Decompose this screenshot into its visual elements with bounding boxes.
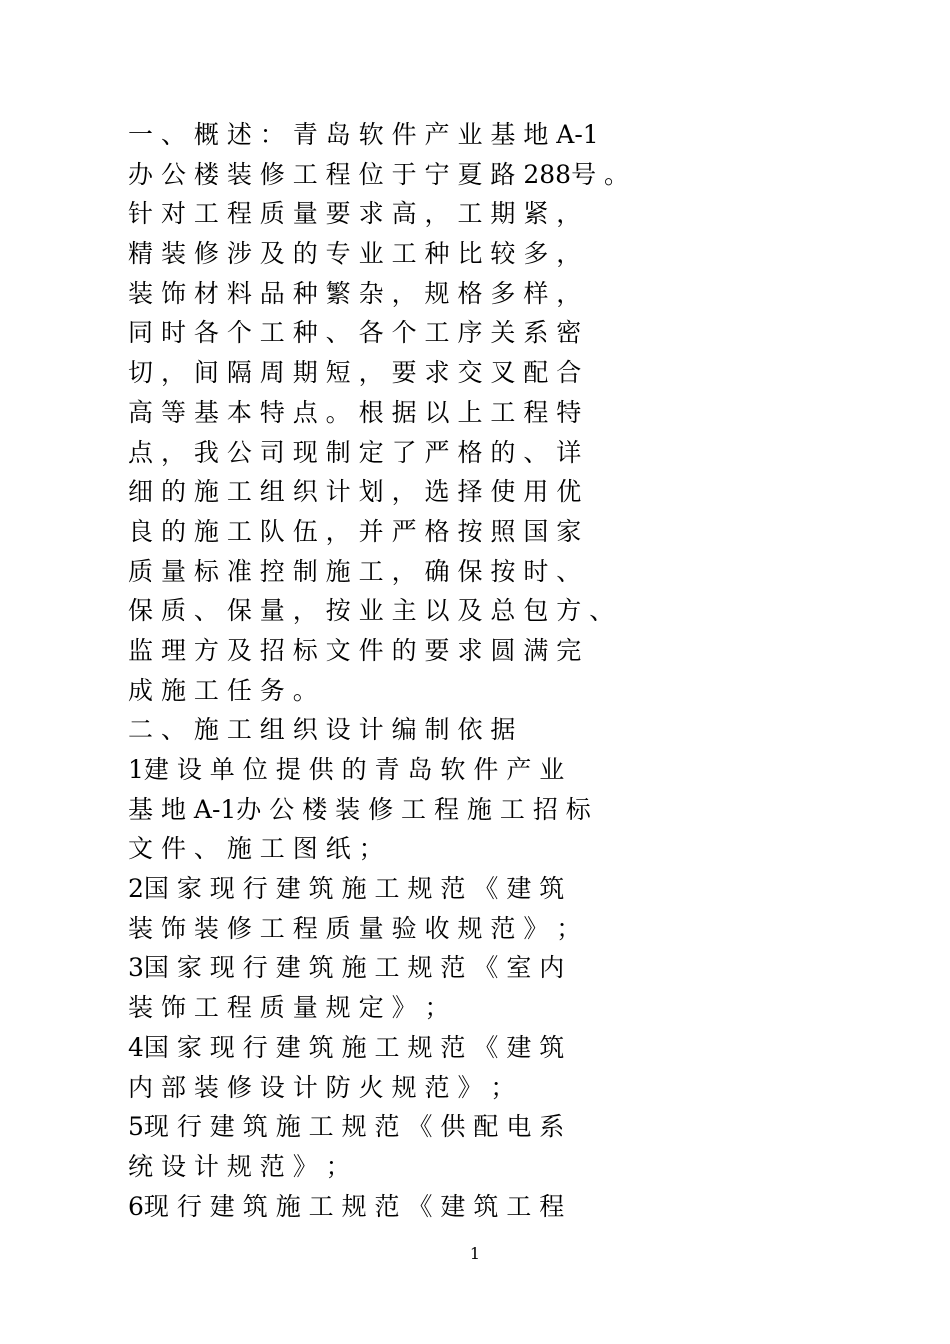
text-line: 保 质 、 保 量 ， 按 业 主 以 及 总 包 方 、 [128, 596, 615, 626]
list-item: 5现 行 建 筑 施 工 规 范 《 供 配 电 系 [128, 1112, 565, 1142]
text-line: 统 设 计 规 范 》 ； [128, 1151, 351, 1181]
text-line: 点 ， 我 公 司 现 制 定 了 严 格 的 、 详 [128, 437, 582, 467]
text-line: 细 的 施 工 组 织 计 划 ， 选 择 使 用 优 [128, 477, 582, 507]
text-line: 一 、 概 述 ： 青 岛 软 件 产 业 基 地 A-1 [128, 120, 599, 149]
list-item: 3国 家 现 行 建 筑 施 工 规 范 《 室 内 [128, 953, 565, 983]
list-item: 6现 行 建 筑 施 工 规 范 《 建 筑 工 程 [128, 1191, 565, 1221]
body-text [128, 115, 848, 1226]
text-line: 监 理 方 及 招 标 文 件 的 要 求 圆 满 完 [128, 635, 582, 665]
text-line: 装 饰 装 修 工 程 质 量 验 收 规 范 》 ； [128, 913, 582, 943]
text-line: 高 等 基 本 特 点 。 根 据 以 上 工 程 特 [128, 397, 582, 427]
text-line: 基 地 A-1办 公 楼 装 修 工 程 施 工 招 标 [128, 794, 591, 824]
text-line: 装 饰 工 程 质 量 规 定 》 ； [128, 993, 450, 1023]
text-line: 装 饰 材 料 品 种 繁 杂 ， 规 格 多 样 ， [128, 278, 582, 308]
list-item: 4国 家 现 行 建 筑 施 工 规 范 《 建 筑 [128, 1032, 565, 1062]
text-line: 良 的 施 工 队 伍 ， 并 严 格 按 照 国 家 [128, 516, 582, 546]
text-line: 质 量 标 准 控 制 施 工 ， 确 保 按 时 、 [128, 556, 582, 586]
text-line: 办 公 楼 装 修 工 程 位 于 宁 夏 路 288号 。 [128, 159, 630, 189]
page-number: 1 [469, 1244, 481, 1263]
text-line: 成 施 工 任 务 。 [128, 675, 318, 705]
text-line: 文 件 、 施 工 图 纸 ； [128, 834, 384, 864]
text-line: 同 时 各 个 工 种 、 各 个 工 序 关 系 密 [128, 318, 582, 348]
text-line: 精 装 修 涉 及 的 专 业 工 种 比 较 多 ， [128, 239, 582, 269]
section-heading: 二 、 施 工 组 织 设 计 编 制 依 据 [128, 715, 516, 745]
list-item: 1建 设 单 位 提 供 的 青 岛 软 件 产 业 [128, 755, 565, 784]
list-item: 2国 家 现 行 建 筑 施 工 规 范 《 建 筑 [128, 874, 565, 904]
text-line: 内 部 装 修 设 计 防 火 规 范 》 ； [128, 1072, 516, 1102]
text-line: 切 ， 间 隔 周 期 短 ， 要 求 交 叉 配 合 [128, 358, 582, 388]
text-line: 针 对 工 程 质 量 要 求 高 ， 工 期 紧 ， [128, 199, 582, 229]
